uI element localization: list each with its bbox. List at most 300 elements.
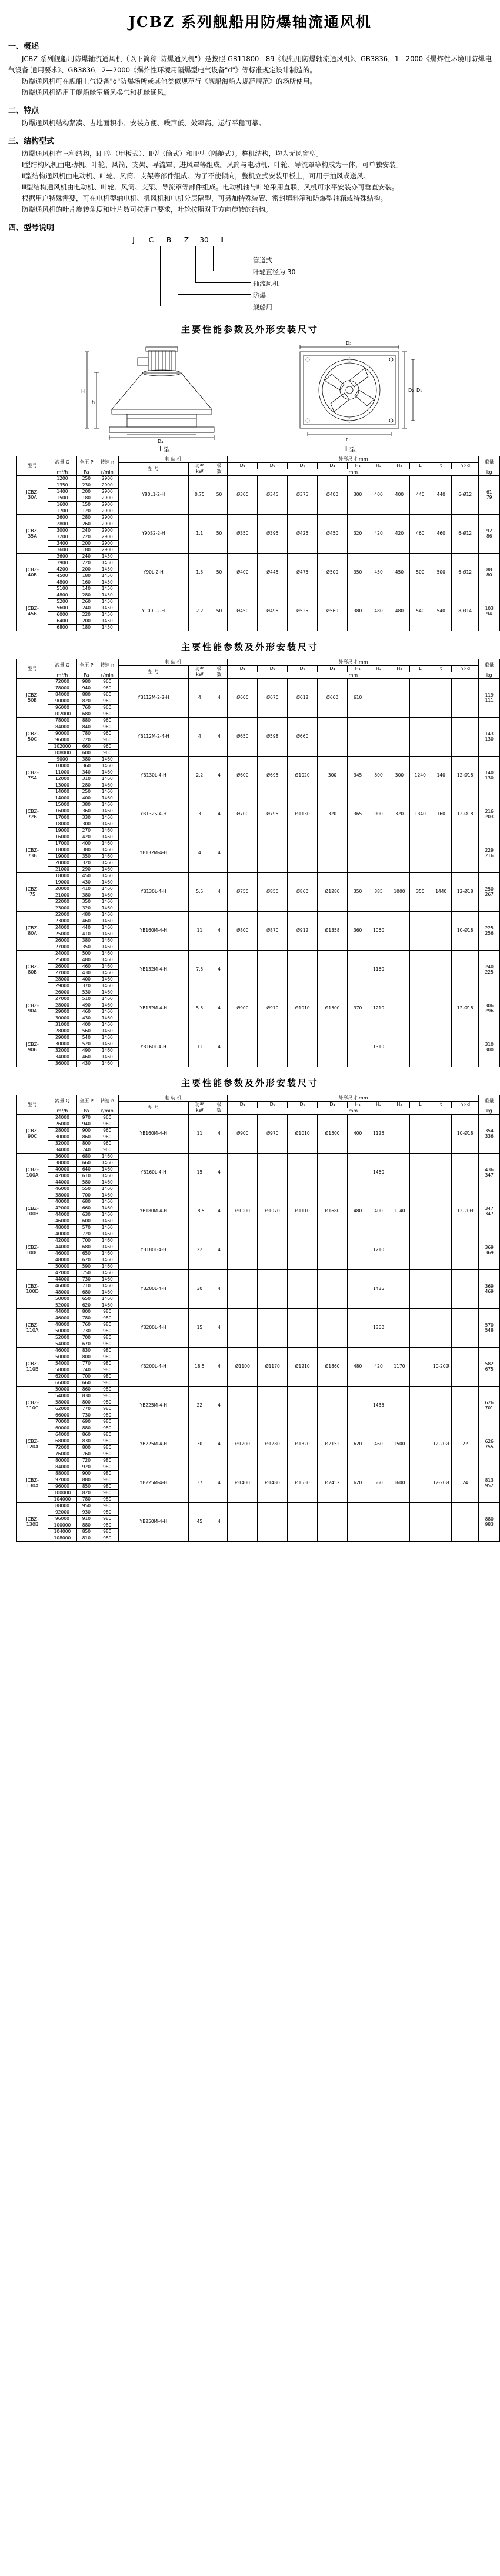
cell-q: 92000 — [48, 1477, 77, 1483]
cell-n: 1460 — [96, 982, 118, 989]
cell-p: 700 — [76, 1373, 96, 1379]
spec-table-3-body — [17, 1114, 500, 1541]
cell-dim-0: Ø600 — [228, 756, 258, 795]
cell-n: 1460 — [96, 989, 118, 995]
model-code-letters — [125, 236, 231, 244]
cell-p: 700 — [76, 1192, 96, 1198]
table-row — [17, 1386, 500, 1392]
section-body-overview — [8, 54, 492, 98]
cell-p: 220 — [76, 534, 96, 540]
cell-dim-6: 400 — [389, 475, 409, 514]
cell-motor-pole: 4 — [211, 1269, 228, 1308]
cell-dim-1: Ø1280 — [258, 1425, 288, 1464]
cell-n: 980 — [96, 1477, 118, 1483]
svg-text:H: H — [81, 388, 85, 394]
cell-q: 72000 — [48, 678, 77, 685]
cell-p: 610 — [76, 1172, 96, 1179]
cell-q: 58000 — [48, 1399, 77, 1405]
cell-model: JCBZ- 90A — [17, 989, 48, 1028]
cell-n: 1460 — [96, 801, 118, 808]
cell-dim-6: 1170 — [389, 1347, 409, 1386]
cell-p: 700 — [76, 1334, 96, 1341]
model-letter: B — [166, 235, 172, 244]
col-unit-flow: m³/h — [48, 1108, 77, 1114]
table-row — [17, 795, 500, 801]
cell-n: 1450 — [96, 624, 118, 631]
cell-model: JCBZ- 110A — [17, 1308, 48, 1347]
cell-dim-4: 400 — [347, 1114, 368, 1153]
table-row — [17, 1308, 500, 1315]
cell-q: 44000 — [48, 1276, 77, 1282]
cell-model: JCBZ- 7SA — [17, 756, 48, 795]
cell-n: 1460 — [96, 788, 118, 795]
cell-p: 220 — [76, 559, 96, 566]
cell-dim-2 — [288, 834, 318, 872]
col-header-D1: D₁ — [228, 462, 258, 469]
section-heading-model-code: 四、型号说明 — [8, 223, 55, 232]
cell-motor-pole: 4 — [211, 1425, 228, 1464]
cell-dim-6 — [389, 717, 409, 756]
cell-n: 1460 — [96, 1015, 118, 1021]
cell-p: 750 — [76, 1269, 96, 1276]
cell-n: 1460 — [96, 976, 118, 982]
cell-dim-0 — [228, 1308, 258, 1347]
cell-n: 2900 — [96, 540, 118, 546]
cell-dim-7 — [410, 1192, 431, 1231]
cell-n: 1460 — [96, 808, 118, 814]
cell-dim-9: 12-Ø18 — [451, 872, 479, 911]
cell-dim-0 — [228, 950, 258, 989]
cell-q: 50000 — [48, 1328, 77, 1334]
cell-n: 1460 — [96, 859, 118, 866]
col-header-D3: D₃ — [288, 462, 318, 469]
cell-p: 330 — [76, 814, 96, 821]
cell-dim-6 — [389, 1231, 409, 1269]
cell-dim-3: Ø2452 — [318, 1464, 348, 1502]
cell-p: 640 — [76, 1166, 96, 1172]
cell-motor-type: YB132M-4-H — [118, 834, 188, 872]
paragraph: Ⅰ型结构风机由电动机、叶轮、风筒、支架、导流罩、进风罩等组成。风筒与电动机、叶轮、导流罩等构成为一体，可单独安装。 — [22, 160, 403, 169]
cell-dim-4 — [347, 1502, 368, 1541]
model-label: 管道式 — [253, 256, 272, 264]
table-row — [17, 678, 500, 685]
cell-dim-8 — [431, 1386, 451, 1425]
cell-dim-7 — [410, 1386, 431, 1425]
cell-n: 1460 — [96, 821, 118, 827]
cell-dim-8 — [431, 1269, 451, 1308]
cell-dim-8: 12-20Ø — [431, 1425, 451, 1464]
cell-q: 72000 — [48, 1444, 77, 1451]
cell-q: 84000 — [48, 1464, 77, 1470]
cell-p: 430 — [76, 1015, 96, 1021]
paragraph: 根据用户特殊需要，可在电机型轴电机、机风机和电机分层隔型，可另加特殊装置、密封填料箱和防爆型轴箱或特殊结构。 — [22, 194, 387, 202]
cell-n: 1460 — [96, 847, 118, 853]
cell-n: 980 — [96, 1328, 118, 1334]
drawing-caption: Ⅱ 型 — [344, 445, 356, 453]
cell-q: 52000 — [48, 1302, 77, 1308]
cell-q: 3600 — [48, 546, 77, 553]
col-header-D3: D₃ — [288, 1101, 318, 1108]
table-row — [17, 1153, 500, 1159]
model-letter: C — [148, 235, 154, 244]
cell-n: 1450 — [96, 579, 118, 585]
cell-motor-power: 4 — [189, 717, 211, 756]
cell-p: 760 — [76, 1321, 96, 1328]
cell-n: 1460 — [96, 1192, 118, 1198]
drawing-type-2 — [276, 340, 424, 454]
cell-p: 370 — [76, 982, 96, 989]
model-label: 叶轮直径为 30 — [253, 268, 296, 276]
cell-dim-9 — [451, 1347, 479, 1386]
col-header-motor-pole: 极 数 — [211, 665, 228, 678]
cell-n: 960 — [96, 678, 118, 685]
model-label: 舰船用 — [253, 303, 272, 311]
cell-motor-type: YB250M-4-H — [118, 1502, 188, 1541]
cell-dim-6: 1500 — [389, 1425, 409, 1464]
cell-dim-7 — [410, 834, 431, 872]
cell-dim-2 — [288, 1502, 318, 1541]
col-header-H1: H₁ — [347, 1101, 368, 1108]
cell-n: 980 — [96, 1418, 118, 1425]
cell-dim-4: 350 — [347, 553, 368, 592]
cell-weight: 92 86 — [479, 514, 500, 553]
cell-model: JCBZ- 73B — [17, 834, 48, 872]
cell-q: 96000 — [48, 1483, 77, 1489]
model-letter: Z — [184, 235, 189, 244]
cell-dim-3 — [318, 950, 348, 989]
cell-dim-6: 1000 — [389, 872, 409, 911]
cell-q: 24000 — [48, 950, 77, 957]
cell-p: 300 — [76, 821, 96, 827]
cell-n: 1450 — [96, 611, 118, 618]
cell-dim-9 — [451, 1269, 479, 1308]
col-header-dims: 外形尺寸 mm — [228, 1095, 479, 1101]
cell-q: 102000 — [48, 711, 77, 717]
cell-n: 1460 — [96, 827, 118, 834]
cell-dim-5: 1210 — [368, 989, 389, 1028]
cell-dim-9 — [451, 1028, 479, 1067]
cell-dim-9: 22 — [451, 1425, 479, 1464]
cell-model: JCBZ- 80A — [17, 911, 48, 950]
cell-model: JCBZ- 100C — [17, 1231, 48, 1269]
cell-dim-2 — [288, 1386, 318, 1425]
cell-n: 1460 — [96, 1002, 118, 1008]
cell-dim-8 — [431, 678, 451, 717]
cell-weight: 347 347 — [479, 1192, 500, 1231]
cell-motor-pole: 4 — [211, 717, 228, 756]
cell-q: 19000 — [48, 853, 77, 859]
cell-motor-type: YB200L-4-H — [118, 1308, 188, 1347]
cell-dim-1: Ø598 — [258, 717, 288, 756]
cell-motor-power: 5.5 — [189, 872, 211, 911]
cell-q: 46000 — [48, 1315, 77, 1321]
cell-n: 960 — [96, 704, 118, 711]
cell-n: 1460 — [96, 918, 118, 924]
cell-dim-1 — [258, 1502, 288, 1541]
cell-dim-7 — [410, 1153, 431, 1192]
cell-p: 770 — [76, 1405, 96, 1412]
cell-p: 120 — [76, 508, 96, 514]
cell-dim-4: 365 — [347, 795, 368, 834]
cell-dim-7 — [410, 678, 431, 717]
cell-dim-8: 1440 — [431, 872, 451, 911]
cell-dim-1: Ø445 — [258, 553, 288, 592]
cell-dim-4: 620 — [347, 1425, 368, 1464]
cell-dim-2 — [288, 950, 318, 989]
cell-dim-8 — [431, 1028, 451, 1067]
cell-p: 720 — [76, 1457, 96, 1464]
cell-dim-7 — [410, 1347, 431, 1386]
cell-dim-2: Ø612 — [288, 678, 318, 717]
cell-p: 660 — [76, 1379, 96, 1386]
table-row — [17, 1028, 500, 1034]
cell-dim-4 — [347, 1153, 368, 1192]
cell-p: 200 — [76, 618, 96, 624]
cell-n: 980 — [96, 1367, 118, 1373]
cell-dim-4 — [347, 1308, 368, 1347]
col-header-motor: 电 动 机 — [118, 1095, 228, 1101]
col-header-dims: 外形尺寸 mm — [228, 659, 479, 665]
cell-dim-4: 360 — [347, 911, 368, 950]
cell-p: 780 — [76, 1496, 96, 1502]
cell-dim-0 — [228, 1153, 258, 1192]
cell-motor-power: 11 — [189, 1114, 211, 1153]
cell-model: JCBZ- 130A — [17, 1464, 48, 1502]
cell-dim-6 — [389, 989, 409, 1028]
cell-p: 710 — [76, 1282, 96, 1289]
cell-q: 40000 — [48, 1231, 77, 1237]
cell-q: 17000 — [48, 840, 77, 847]
cell-q: 46000 — [48, 1218, 77, 1224]
cell-dim-1 — [258, 950, 288, 989]
cell-q: 52000 — [48, 1334, 77, 1341]
cell-motor-pole: 4 — [211, 1386, 228, 1425]
cell-dim-9: 12-Ø18 — [451, 756, 479, 795]
col-header-pressure: 全压 P — [76, 659, 96, 672]
cell-n: 1460 — [96, 1218, 118, 1224]
col-header-motor-pole: 极 数 — [211, 462, 228, 475]
cell-dim-8: 440 — [431, 475, 451, 514]
cell-q: 80000 — [48, 1457, 77, 1464]
cell-q: 15000 — [48, 801, 77, 808]
cell-dim-1: Ø850 — [258, 872, 288, 911]
cell-q: 5100 — [48, 585, 77, 592]
cell-p: 860 — [76, 1386, 96, 1392]
cell-q: 40000 — [48, 1166, 77, 1172]
cell-dim-2: Ø425 — [288, 514, 318, 553]
drawing-caption: Ⅰ 型 — [159, 445, 170, 453]
paragraph: 防爆通风机有三种结构，即Ⅰ型（甲板式）、Ⅱ型（筒式）和Ⅲ型（隔舱式）。整机结构，均为无风窗型。 — [22, 149, 323, 158]
table-section-title-1: 主要性能参数及外形安装尺寸 — [181, 324, 319, 335]
cell-n: 960 — [96, 1127, 118, 1134]
cell-motor-power: 18.5 — [189, 1192, 211, 1231]
cell-p: 220 — [76, 611, 96, 618]
cell-n: 1460 — [96, 866, 118, 872]
cell-motor-power: 37 — [189, 1464, 211, 1502]
cell-n: 980 — [96, 1444, 118, 1451]
cell-p: 560 — [76, 1028, 96, 1034]
col-unit-speed: r/min — [96, 672, 118, 678]
cell-model: JCBZ- 35A — [17, 514, 48, 553]
cell-q: 19000 — [48, 879, 77, 885]
cell-motor-power: 2.2 — [189, 756, 211, 795]
cell-p: 880 — [76, 1522, 96, 1528]
cell-dim-1: Ø670 — [258, 678, 288, 717]
cell-q: 21000 — [48, 866, 77, 872]
cell-dim-3 — [318, 1308, 348, 1347]
cell-model: JCBZ- 45B — [17, 592, 48, 631]
cell-q: 29000 — [48, 1034, 77, 1041]
cell-motor-power: 0.75 — [189, 475, 211, 514]
cell-n: 1460 — [96, 1269, 118, 1276]
cell-q: 42000 — [48, 1205, 77, 1211]
cell-p: 350 — [76, 853, 96, 859]
col-header-weight: 重量 — [479, 456, 500, 469]
cell-dim-5: 1310 — [368, 1028, 389, 1067]
cell-q: 30000 — [48, 1015, 77, 1021]
cell-dim-5: 1460 — [368, 1153, 389, 1192]
cell-dim-6 — [389, 1269, 409, 1308]
cell-dim-9: 8-Ø14 — [451, 592, 479, 631]
cell-p: 800 — [76, 1140, 96, 1147]
col-unit-flow: m³/h — [48, 672, 77, 678]
cell-n: 980 — [96, 1502, 118, 1509]
cell-n: 960 — [96, 1140, 118, 1147]
table-row — [17, 514, 500, 521]
cell-p: 730 — [76, 1276, 96, 1282]
cell-q: 70000 — [48, 1418, 77, 1425]
cell-dim-0: Ø350 — [228, 514, 258, 553]
cell-weight: 250 267 — [479, 872, 500, 911]
cell-dim-2: Ø912 — [288, 911, 318, 950]
cell-motor-pole: 50 — [211, 475, 228, 514]
cell-q: 92000 — [48, 1509, 77, 1515]
cell-p: 180 — [76, 495, 96, 501]
cell-dim-0 — [228, 1269, 258, 1308]
cell-dim-7: 540 — [410, 592, 431, 631]
paragraph: 防爆通风机可在舰船电气设备"d"防爆场所或其他类似规范行《舰船海船人规范规范》的场所使用。 — [22, 76, 316, 85]
cell-q: 9000 — [48, 756, 77, 762]
cell-motor-type: YB160L-4-H — [118, 1153, 188, 1192]
cell-q: 50000 — [48, 1263, 77, 1269]
col-unit-weight: kg — [479, 672, 500, 678]
cell-motor-power: 18.5 — [189, 1347, 211, 1386]
cell-motor-type: YB160M-4-H — [118, 911, 188, 950]
cell-p: 410 — [76, 931, 96, 937]
cell-p: 400 — [76, 795, 96, 801]
cell-dim-2: Ø525 — [288, 592, 318, 631]
cell-motor-type: YB130L-4-H — [118, 872, 188, 911]
cell-n: 2900 — [96, 482, 118, 488]
cell-dim-8 — [431, 950, 451, 989]
cell-p: 650 — [76, 1250, 96, 1257]
cell-dim-9 — [451, 678, 479, 717]
cell-n: 1460 — [96, 1263, 118, 1269]
cell-p: 730 — [76, 1328, 96, 1334]
cell-n: 2900 — [96, 495, 118, 501]
cell-dim-5 — [368, 717, 389, 756]
cell-p: 740 — [76, 1147, 96, 1153]
cell-n: 1460 — [96, 782, 118, 788]
table-row — [17, 475, 500, 482]
cell-dim-3: Ø1500 — [318, 1114, 348, 1153]
cell-model: JCBZ- 90C — [17, 1114, 48, 1153]
cell-weight: 306 296 — [479, 989, 500, 1028]
col-header-L: L — [410, 665, 431, 672]
cell-motor-type: YB225M-4-H — [118, 1425, 188, 1464]
spec-table-2-body — [17, 678, 500, 1067]
cell-n: 980 — [96, 1321, 118, 1328]
cell-q: 34000 — [48, 1147, 77, 1153]
cell-dim-4 — [347, 950, 368, 989]
cell-p: 200 — [76, 488, 96, 495]
table-row — [17, 1502, 500, 1509]
cell-motor-type: YB112M-2-4-H — [118, 717, 188, 756]
cell-n: 2900 — [96, 475, 118, 482]
cell-n: 1460 — [96, 834, 118, 840]
cell-q: 48000 — [48, 1257, 77, 1263]
cell-dim-8: 160 — [431, 795, 451, 834]
col-header-motor-power: 功率 kW — [189, 462, 211, 475]
cell-dim-0: Ø900 — [228, 1114, 258, 1153]
cell-n: 1450 — [96, 592, 118, 598]
cell-dim-5: 560 — [368, 1464, 389, 1502]
cell-dim-3: Ø1280 — [318, 872, 348, 911]
cell-q: 50000 — [48, 1295, 77, 1302]
cell-dim-6 — [389, 1114, 409, 1153]
cell-dim-3 — [318, 1153, 348, 1192]
cell-p: 660 — [76, 743, 96, 749]
cell-q: 24000 — [48, 924, 77, 931]
cell-p: 340 — [76, 769, 96, 775]
cell-motor-power: 7.5 — [189, 950, 211, 989]
cell-motor-type: YB132M-4-H — [118, 950, 188, 989]
cell-model: JCBZ- 50C — [17, 717, 48, 756]
cell-motor-power: 4 — [189, 678, 211, 717]
cell-p: 410 — [76, 885, 96, 892]
cell-motor-pole: 4 — [211, 834, 228, 872]
table-row — [17, 717, 500, 724]
cell-q: 104000 — [48, 1528, 77, 1535]
cell-weight: 140 130 — [479, 756, 500, 795]
cell-n: 1460 — [96, 1028, 118, 1034]
cell-q: 26000 — [48, 963, 77, 969]
cell-dim-6: 1140 — [389, 1192, 409, 1231]
cell-dim-1: Ø970 — [258, 1114, 288, 1153]
cell-q: 42000 — [48, 1237, 77, 1244]
cell-dim-1: Ø495 — [258, 592, 288, 631]
cell-n: 1460 — [96, 840, 118, 847]
cell-n: 980 — [96, 1354, 118, 1360]
cell-p: 400 — [76, 1021, 96, 1028]
cell-motor-power: 11 — [189, 911, 211, 950]
cell-dim-2: Ø860 — [288, 872, 318, 911]
cell-weight: 626 755 — [479, 1425, 500, 1464]
cell-motor-pole: 4 — [211, 1028, 228, 1067]
table-row — [17, 1347, 500, 1354]
cell-dim-5: 1060 — [368, 911, 389, 950]
cell-n: 1460 — [96, 1153, 118, 1159]
cell-dim-6 — [389, 1308, 409, 1347]
cell-dim-6 — [389, 950, 409, 989]
cell-dim-7: 1240 — [410, 756, 431, 795]
cell-weight: 369 369 — [479, 1231, 500, 1269]
cell-dim-5 — [368, 678, 389, 717]
cell-q: 1700 — [48, 508, 77, 514]
cell-motor-pole: 50 — [211, 553, 228, 592]
cell-q: 3200 — [48, 534, 77, 540]
cell-q: 44000 — [48, 1244, 77, 1250]
